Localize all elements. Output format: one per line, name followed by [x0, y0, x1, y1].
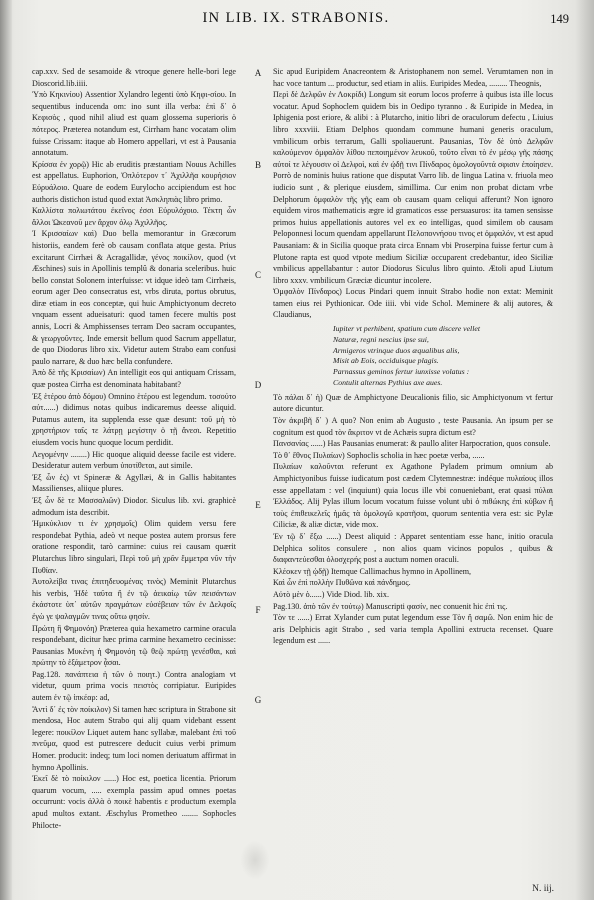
right-paragraph: Ὀμφαλὸν Πίνδαρος) Locus Pindari quem innuit Strabo hodie non extat: Meminit tamen eius rei Pythionicar. Ode iiii. vbi vide Schol. Meminere & alij autores, & Claudianus, [273, 287, 553, 320]
right-paragraph: Τὸ πάλαι δ᾽ ἡ) Quæ de Amphictyone Deucalionis filio, sic Amphictyonum vt fertur autore dicuntur. [273, 392, 553, 414]
left-column [32, 66, 236, 866]
verse-line: Misit ab Eois, occiduisque plagis. [333, 356, 439, 366]
verse-line: Armigeros vtrinque duos æqualibus alis, [333, 345, 460, 355]
left-paragraph: Ἄντὶ δ᾽ ἐς τὸν ποίκιλον) Si tamen hæc scriptura in Strabone sit mendosa, Hoc autem Strabo qui alij quam videbant essent legere: ποικίλον Liquet autem hanc syllabæ, malebant ἐπὶ τοῦ πνεῦμα, quod est putrescere deducit cuius verbi primum Homer. producit: indeq; tum loci nomen deriuatum affirmat in hymno Apollinis. [32, 704, 236, 772]
right-paragraph: Αὐτὸ μὲν ὁ......) Vide Diod. lib. xix. [273, 589, 389, 599]
left-paragraph: Ἡμικύκλιον τι ἐν χρησμοῖς) Olim quidem versu fere respondebat Pythia, adeò vt neque postea autem prorsus fere oratione respondit, tarò carmine: cuius rei causam quærit Plutarchus libro singulari, Περὶ τοῦ μὴ χρᾶν ἔμμετρα νῦν τὴν Πυθίαν. [32, 519, 236, 575]
margin-letter: G [254, 695, 262, 705]
right-paragraph: Περὶ δὲ Δελφῶν ἐν Λοκρίδι) Longum sit eorum locos proferre à quibus ista ille locus vocatur. Apud Sophoclem quidem bis in Oedipo tyranno . & Euripide in Medea, in Iphigenia post eriore, & alibi : à Plutarcho, initio libri de oraculorum defectu , Liuius libro xxxviii. Etiam Delphos quondam commune humani generis oraculum, vmbilicum orbis terrarum, Galli spoliauerunt. Pausanias, Τὸν δὲ ὑπὸ Δελφῶν καλούμενον ὀμφαλὸν λίθου πεποιημένον λευκοῦ, τοῦτο εἶναι τὸ ἐν μέσῳ γῆς πάσης αὐτοί τε λέγουσιν οἱ Δελφοὶ, καὶ ἐν ᾠδῇ τινι Πίνδαρος ὁμολογοῦντά σφισιν ἐποίησεν. Porrò de nominis huius ratione que disputat Varro lib. de lingua Latina v. friuola meo iudicio sunt , & plerique eiusdem, simillima. Cur enim non probat dictam vrbe Delphorum ὀμφαλὸν τῆς γῆς eam ob causam quam celiqui afferunt? Non ignoro equidem viros mathematicis ægre id gramaticos esse persuasuros: ita tamen sensisse primos huius appellationis autores vel ex eo intelligas, quod similem ob causam Peloponnesi locum quendam appellarunt Πελοποννήσου τινος et ὀμφαλόν, vt est apud Pausaniam: & in Sicilia quoque prata circa Ennam vbi Proserpina fuisse fertur cum à Plutone rapta est quod vtpote medium Siciliæ occuparent credebantur, ideo Siciliæ vmbilicus appellabantur : autor Diodorus Siculus libro quinto. Ætoli apud Liutum libro xxxv. vmbilicum Græciæ dicuntur incolere. [273, 90, 553, 285]
left-paragraph: Καλλίστα πολιωτάτου ἐκεῖνος ἐσσι Εὐρυλόχοιο. Τέκτη ὧν ἄλλοι Ὠκεανοῦ μεν ἄρχον ὁλῳ Ἀχιλλῆος. [32, 206, 236, 227]
margin-letter: E [255, 500, 261, 510]
right-paragraph: Κλέοκεν τῇ ᾠδῇ) Itemque Callimachus hymno in Apollinem, [273, 566, 472, 576]
margin-letter: D [254, 380, 262, 390]
right-column [273, 66, 553, 859]
right-column-bottom [273, 392, 553, 647]
right-paragraph: Πανσανίας ......) Has Pausanias enumerat: & paullo aliter Harpocration, quos consule. [273, 439, 551, 449]
left-paragraph: Ἐξ ὧν ἐς) vt Spineræ & Agyllæi, & in Gallis habitantes Massilienses, aliique plures. [32, 472, 236, 494]
verse-line: Parnassus geminos fertur iunxisse volatus : [333, 367, 470, 377]
right-paragraph: Pag.130. ἀπὸ τῶν ἐν τούτῳ) Manuscripti φασίν, nec conuenit hic ἐπὶ τις. [273, 601, 508, 611]
verse-line: Naturæ, regni nescius ipse sui, [333, 334, 429, 344]
right-paragraph: Τὸν ἀκριβῆ δ᾽ ) A quo? Non enim ab Augusto , teste Pausania. An ipsum per se cognitum est quod τὸν ἄκριτον vt de Achæis supra dictum est? [273, 416, 553, 437]
left-paragraph: Pag.128. πανάπτεια ἡ τῶν ὁ ποιητ.) Contra analogiam vt videtur, quum prima vocis πειστὸς corripiatur. Euripides autem ἐν τῷ ἱπκέαρ: ad, [32, 669, 236, 703]
right-paragraph: Sic apud Euripidem Anacreontem & Aristophanem non semel. Verumtamen non in hac voce tantum ... productur, sed etiam in aliis. Euripides Medea, ......... Theognis, [273, 67, 553, 88]
right-paragraph: Πυλαίων καλοῦνται referunt ex Agathone Pyladem primum omnium ab Amphictyonibus fuisse iudicatum post cædem Clytemnestræ: indéque πυλαίους illos esse appellatam : vel (inquiunt) quia locus ille vbi conueniebant, erat quasi πύλαι Ἑλλάδος. Alij Pylas illum locum vocatum fuisse volunt ubi ὁ πιθώκης ἐπὶ κύβων ἢ τοὺς ἐπιθεικελεῖς ἡμᾶς τὰ ὁμολογῶ κρατῆσαι, quorum sententia vera est: sic Pylæ Ciliciæ, & aliæ dictæ, vide mox. [273, 462, 553, 530]
left-paragraph: Κρίσσα ἐν χορῷ) Hic ab eruditis præstantiam Nouus Achilles est appellatus. Euphorion, Ὁπλότερον τ᾽ Ἀχιλλῆα κουρήσιον Εὐρυάλοιο. Quare de eodem Eurylocho accipiendum est hoc authoris distichon istud quod extat Ἀσκληπιὰς libro primo. [32, 159, 236, 204]
running-title: IN LIB. IX. STRABONIS. [202, 10, 390, 26]
margin-letter: B [254, 160, 261, 170]
right-paragraph: Τὸν τε ......) Errat Xylander cum putat legendum esse Τὸν ἢ σαμῶ. Non enim hic de aris Delphicis agit Strabo , sed varia templa Apollini extructa recenset. Quare legendum est ...... [273, 613, 553, 646]
left-paragraph: Ἀυτολείβα τινας ἐπιτηδευομένας τινὸς) Meminit Plutarchus his verbis, Ἠδὲ ταῦτα ἢ ἐν τῷ ἀεικαίῳ τῶν πεισάντων ἐκάστοτε ὑπ᾽ αὐτῶν πραγμάτων εὐσέβειαν τῶν ἐν Δελφοῖς ἐγὼ γε ψαλαγμῶν τινας οὕτω φησίν. [32, 577, 236, 621]
left-paragraph: Ἐξ ὧν δὲ τε Μασσαλιῶν) Diodor. Siculus lib. xvi. graphicè admodum ista describit. [32, 495, 236, 517]
left-paragraph: Πρώτη ἣ Φημονόη) Præterea quia hexametro carmine oracula respondebant, dicitur hæc prima carmine hexametro cecinisse: Pausanias Μυκένη ἡ Φημονόη τῷ θεῷ πρώτῃ γενέσθαι, καὶ πρώτην τὸ ἑξάμετρον ᾆσαι. [32, 623, 236, 668]
left-paragraph: Ἀπὸ δὲ τῆς Κρισαίων) An intelligit eos qui antiquam Crissam, quæ postea Cirrha est denominata habitabant? [32, 368, 236, 390]
binding-gutter-shadow [0, 0, 12, 900]
left-paragraph: Ἐξ ἑτέρου ἀπὸ δόμου) Omnino ἑτέρου est legendum. τοσούτο αὐτ......) didimus notas quibus indicaremus deesse aliquid. Putamus autem, ita supplenda esse quæ desunt: τοῦ μὴ τὸ χρηστήριον ταῖς τε λάτρῃ μεγίστην ὁ τῇ ἄνεσι. Repetitio eiusdem vocis hunc quoque locum perdidit. [32, 391, 236, 447]
left-paragraph: Ἰ Κρισσαίων καὶ) Duo bella memorantur in Græcorum historiis, eandem ferè ob causam conflata atque gesta. Prius excitarunt Cirrhæi & Acragallidæ, γένος ποικίλον, quod (vt Æschines) suis in Apollinis templû & donaria sceleribus. huic bello constat Solonem interfuisse: vt idque ideò tam Cirrhæis, eorum ager Deo consecratus est, vrbs diruta, portus obrutus, diræ etiam in eos conceptæ, qui huic Amphictyonum decreto vnquam essent adueisaturi: quod tamen fecere multis post annis, Locri & Amphissenses terram Deo sacram occupantes, & γεωργοῦντες. Inde emersit bellum quod Sacrum appellatur, de quo Diodorus libro xix. Videtur autem Strabo eam confusi paulo narrare, & duo hæc bella confundere. [32, 229, 236, 366]
left-paragraph: Ὑπὸ Κηκινίου) Assentior Xylandro legenti ὑπὸ Κηφι-σίου. In sequentibus inducenda om: ino sunt illa verba: ἐπὶ δ᾽ ὁ Κεφισὸς , quod nihil aliud est quam glossema superioris ὁ πότερος. Præterea notandum est, Cirrham hanc vocatam olim fuisse Crissam: itaque ab Homero appellari, vt est à Pausania annotatum. [32, 90, 236, 158]
paper-stain [240, 840, 270, 880]
margin-letter: A [254, 68, 262, 78]
left-paragraph: Ἐκεῖ δὲ τὸ ποίκιλον ......) Hoc est, poetica licentia. Priorum quarum vocum, ..... exempla passim apud omnes poetas occurrunt: vocis ἀλλὰ ὁ ποικὲ habentis ε productum exempla apud multos extant. Æschylus Prometheo ........ Sophocles Philocte- [32, 774, 236, 830]
right-paragraph: Τὸ θ᾽ ἔθνος Πυλαίων) Sophoclis scholia in hæc poetæ verba, ...... [273, 450, 485, 460]
left-paragraph: cap.xxv. Sed de sesamoide & vtroque genere helle-bori lege Dioscorid.lib.iiii. [32, 67, 236, 88]
page-number: 149 [550, 12, 569, 26]
claudian-verse [273, 324, 553, 389]
right-paragraph: Ἐν τῷ δ᾽ ἕξω ......) Deest aliquid : Apparet sententiam esse hanc, initio oracula Delphica solitos consulere , non alios quam vicinos populos , quibus & διαφαντεύεσθαι ὁλοσχερής post a auctum nomen oraculi. [273, 531, 553, 565]
left-paragraph: Λεγομένην ........) Hic quoque aliquid deesse facile est videre. Desideratur autem verbum ὑποτίθεται, aut simile. [32, 449, 236, 471]
page-header [0, 4, 594, 30]
margin-letter: F [255, 605, 261, 615]
verse-line: Iupiter vt perhibent, spatium cum discere vellet [333, 324, 481, 334]
verse-line: Contulit alternas Pythius axe aues. [333, 378, 443, 388]
right-column-top [273, 66, 553, 321]
right-paragraph: Καὶ ὧν ἐπὶ πολλὴν Πυθῶνα καὶ πάνδημος. [273, 578, 411, 588]
margin-letter-column [248, 60, 268, 760]
signature-mark: N. iij. [532, 884, 554, 894]
margin-letter: C [254, 270, 261, 280]
